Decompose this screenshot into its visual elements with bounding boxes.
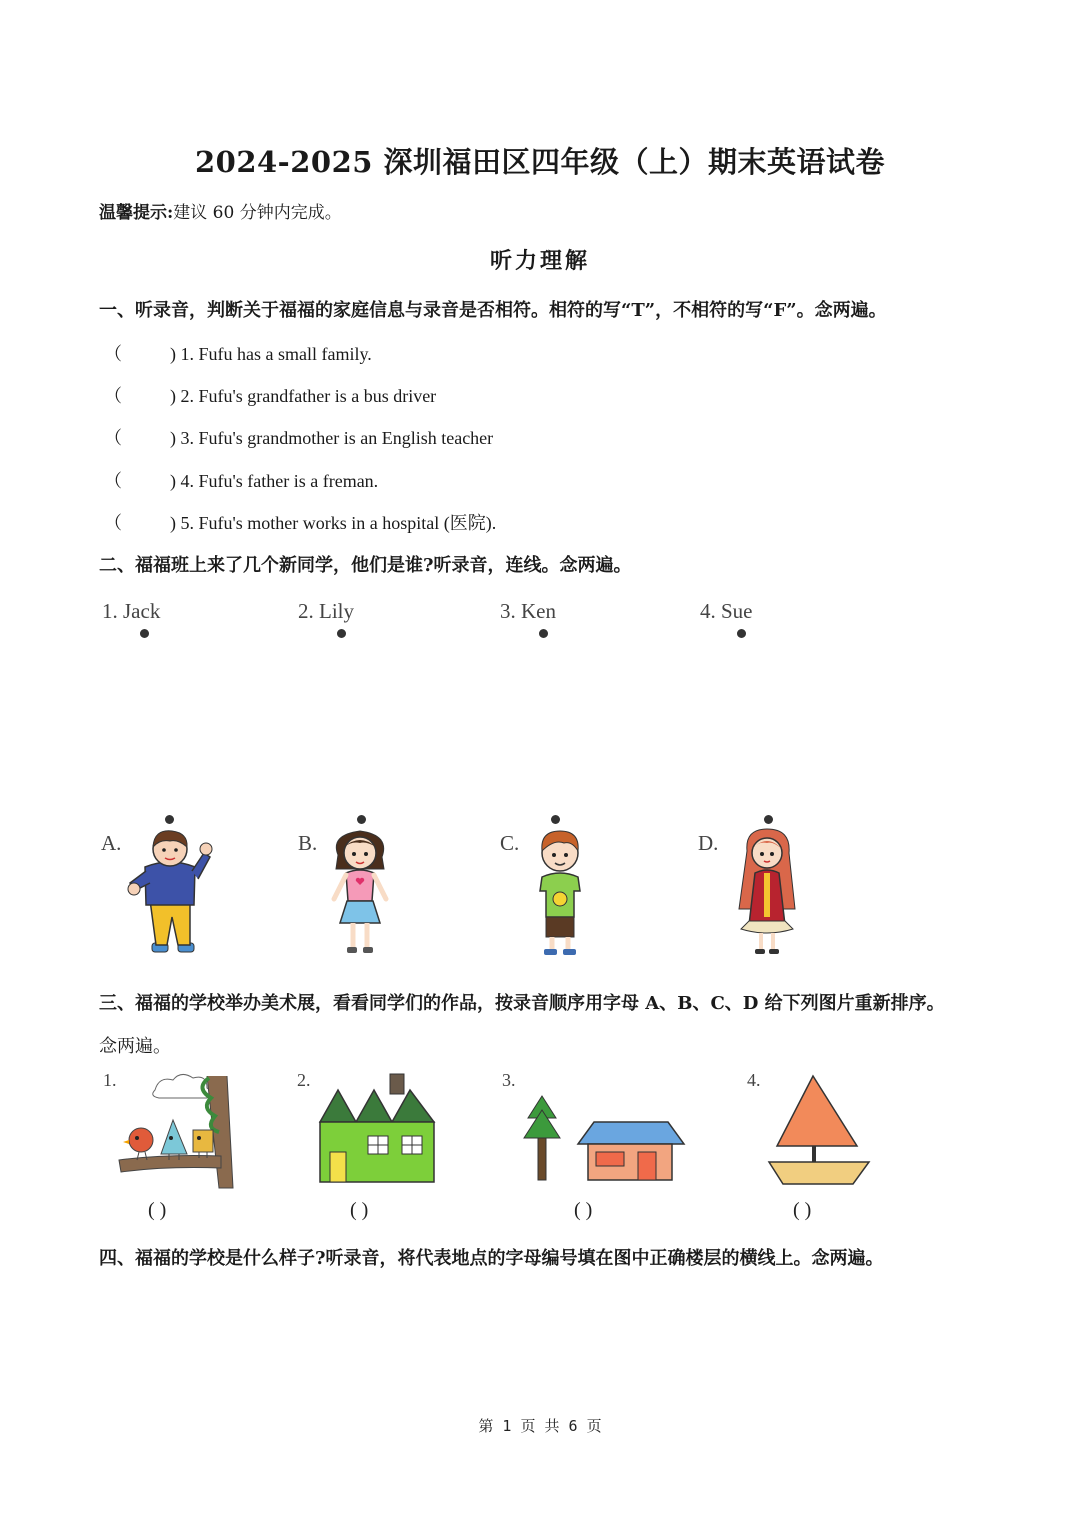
answer-paren[interactable]: （	[104, 471, 122, 491]
picture-number-2: 2.	[297, 1070, 311, 1090]
match-dot-bottom-b[interactable]	[357, 815, 366, 824]
picture-number-3: 3.	[502, 1070, 516, 1090]
tf-item-text: ) 2. Fufu's grandfather is a bus driver	[170, 386, 437, 406]
q2-heading: 二、福福班上来了几个新同学，他们是谁?听录音，连线。念两遍。	[99, 555, 632, 576]
kid-b-illustration	[320, 825, 400, 960]
tip	[99, 198, 342, 223]
order-bracket-2[interactable]: ( )	[350, 1199, 369, 1221]
match-dot-bottom-c[interactable]	[551, 815, 560, 824]
kid-c-illustration	[520, 825, 600, 960]
tf-item-3	[104, 424, 493, 450]
tf-item-text: ) 5. Fufu's mother works in a hospital (医院).	[170, 513, 497, 533]
order-bracket-4[interactable]: ( )	[793, 1199, 812, 1221]
match-dot-bottom-a[interactable]	[165, 815, 174, 824]
order-bracket-1[interactable]: ( )	[148, 1199, 167, 1221]
tf-item-1	[104, 340, 372, 366]
page-title: 2024-2025 深圳福田区四年级（上）期末英语试卷	[194, 145, 886, 179]
sailboat-picture	[765, 1072, 875, 1190]
answer-paren[interactable]: （	[104, 428, 122, 448]
q4-heading: 四、福福的学校是什么样子?听录音，将代表地点的字母编号填在图中正确楼层的横线上。念两遍。	[99, 1248, 884, 1269]
page-footer: 第 1 页 共 6 页	[478, 1417, 602, 1435]
match-dot-top-4[interactable]	[737, 629, 746, 638]
match-dot-top-3[interactable]	[539, 629, 548, 638]
match-dot-bottom-d[interactable]	[764, 815, 773, 824]
tf-item-text: ) 1. Fufu has a small family.	[170, 344, 372, 364]
tree-birds-picture	[115, 1068, 240, 1190]
section-heading: 听力理解	[489, 248, 590, 274]
answer-paren[interactable]: （	[104, 513, 122, 533]
q1-heading: 一、听录音，判断关于福福的家庭信息与录音是否相符。相符的写“T”，不相符的写“F”。念两遍。	[99, 300, 887, 321]
option-letter-b: B.	[298, 831, 318, 855]
kid-d-illustration	[725, 825, 810, 960]
tf-item-4	[104, 467, 378, 493]
tf-item-text: ) 4. Fufu's father is a freman.	[170, 471, 379, 491]
match-dot-top-2[interactable]	[337, 629, 346, 638]
picture-number-1: 1.	[103, 1070, 117, 1090]
option-letter-d: D.	[698, 831, 719, 855]
order-bracket-3[interactable]: ( )	[574, 1199, 593, 1221]
option-letter-c: C.	[500, 831, 520, 855]
picture-number-4: 4.	[747, 1070, 761, 1090]
tf-item-5	[104, 509, 496, 535]
tf-item-2	[104, 382, 436, 408]
tip-text: 建议 60 分钟内完成。	[173, 203, 342, 223]
option-letter-a: A.	[101, 831, 122, 855]
kid-a-illustration	[120, 825, 220, 960]
name-sue: 4. Sue	[700, 599, 753, 623]
name-ken: 3. Ken	[500, 599, 556, 623]
tf-item-text: ) 3. Fufu's grandmother is an English teacher	[170, 428, 494, 448]
match-dot-top-1[interactable]	[140, 629, 149, 638]
q3-heading-line1: 三、福福的学校举办美术展，看看同学们的作品，按录音顺序用字母 A、B、C、D 给下列图片重新排序。	[99, 993, 945, 1014]
q3-heading-line2: 念两遍。	[99, 1036, 171, 1057]
tree-house-picture	[520, 1092, 690, 1184]
answer-paren[interactable]: （	[104, 344, 122, 364]
answer-paren[interactable]: （	[104, 386, 122, 406]
tip-label: 温馨提示:	[99, 203, 174, 223]
name-lily: 2. Lily	[298, 599, 354, 623]
name-jack: 1. Jack	[102, 599, 161, 623]
green-house-picture	[318, 1072, 438, 1184]
